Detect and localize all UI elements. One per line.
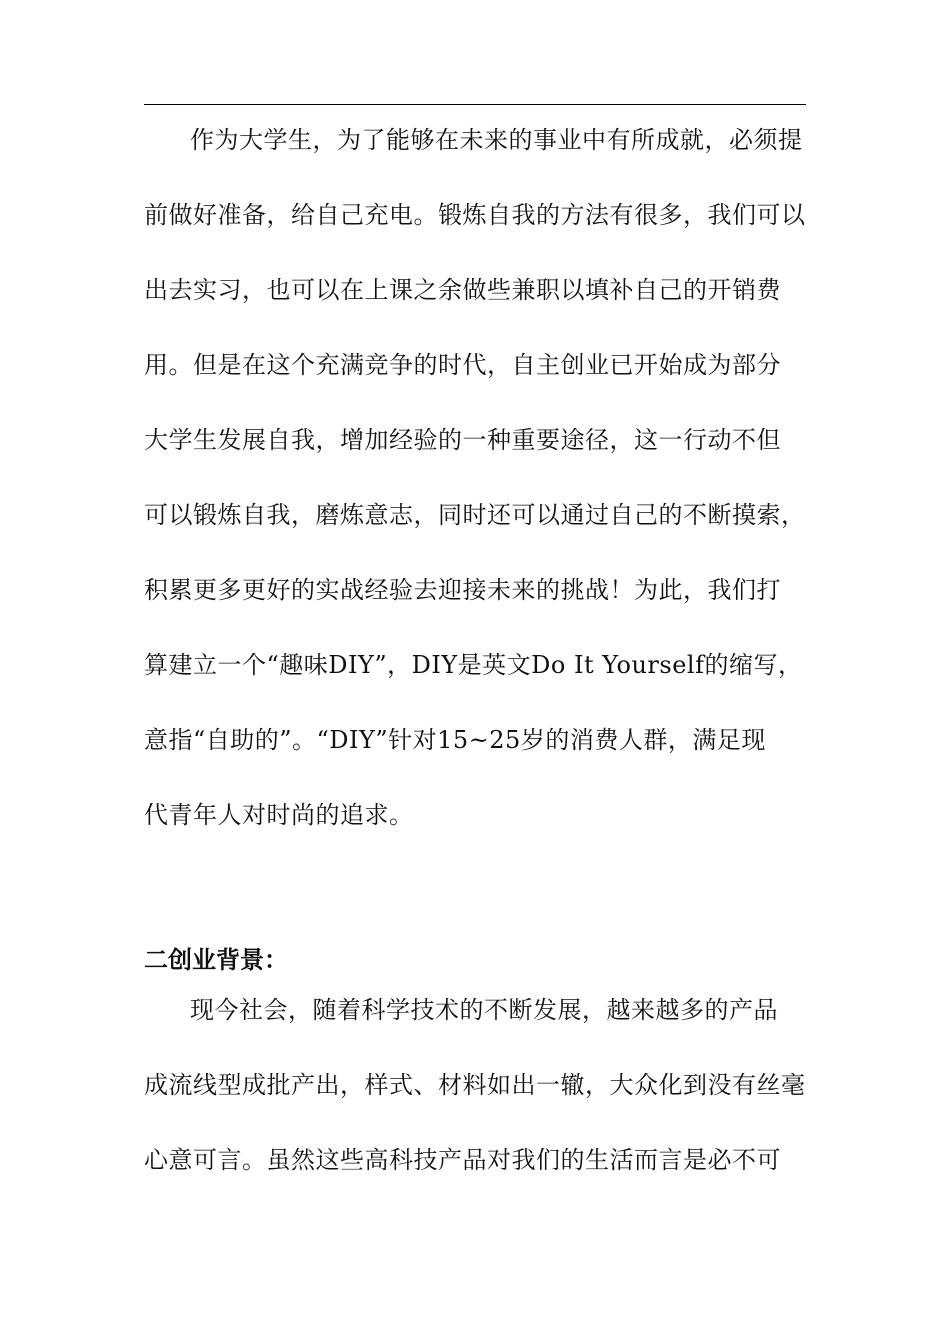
paragraph-line: 成流线型成批产出，样式、材料如出一辙，大众化到没有丝毫 (144, 1071, 806, 1099)
section-heading: 二创业背景： (144, 946, 288, 974)
header-rule (144, 104, 806, 105)
paragraph-line: 大学生发展自我，增加经验的一种重要途径，这一行动不但 (144, 426, 781, 454)
paragraph-line: 可以锻炼自我，磨炼意志，同时还可以通过自己的不断摸索， (144, 501, 806, 529)
paragraph-line: 算建立一个“趣味DIY”，DIY是英文Do It Yourself的缩写， (144, 651, 803, 679)
paragraph-line: 积累更多更好的实战经验去迎接未来的挑战！为此，我们打 (144, 576, 781, 604)
paragraph-line: 意指“自助的”。“DIY”针对15~25岁的消费人群，满足现 (144, 726, 766, 754)
paragraph-line: 出去实习，也可以在上课之余做些兼职以填补自己的开销费 (144, 276, 781, 304)
paragraph-line: 前做好准备，给自己充电。锻炼自我的方法有很多，我们可以 (144, 201, 806, 229)
paragraph-line: 现今社会，随着科学技术的不断发展，越来越多的产品 (190, 996, 778, 1024)
paragraph-line: 代青年人对时尚的追求。 (144, 801, 414, 829)
paragraph-line: 心意可言。虽然这些高科技产品对我们的生活而言是必不可 (144, 1146, 781, 1174)
paragraph-line: 用。但是在这个充满竞争的时代，自主创业已开始成为部分 (144, 351, 781, 379)
paragraph-line: 作为大学生，为了能够在未来的事业中有所成就，必须提 (190, 126, 803, 154)
